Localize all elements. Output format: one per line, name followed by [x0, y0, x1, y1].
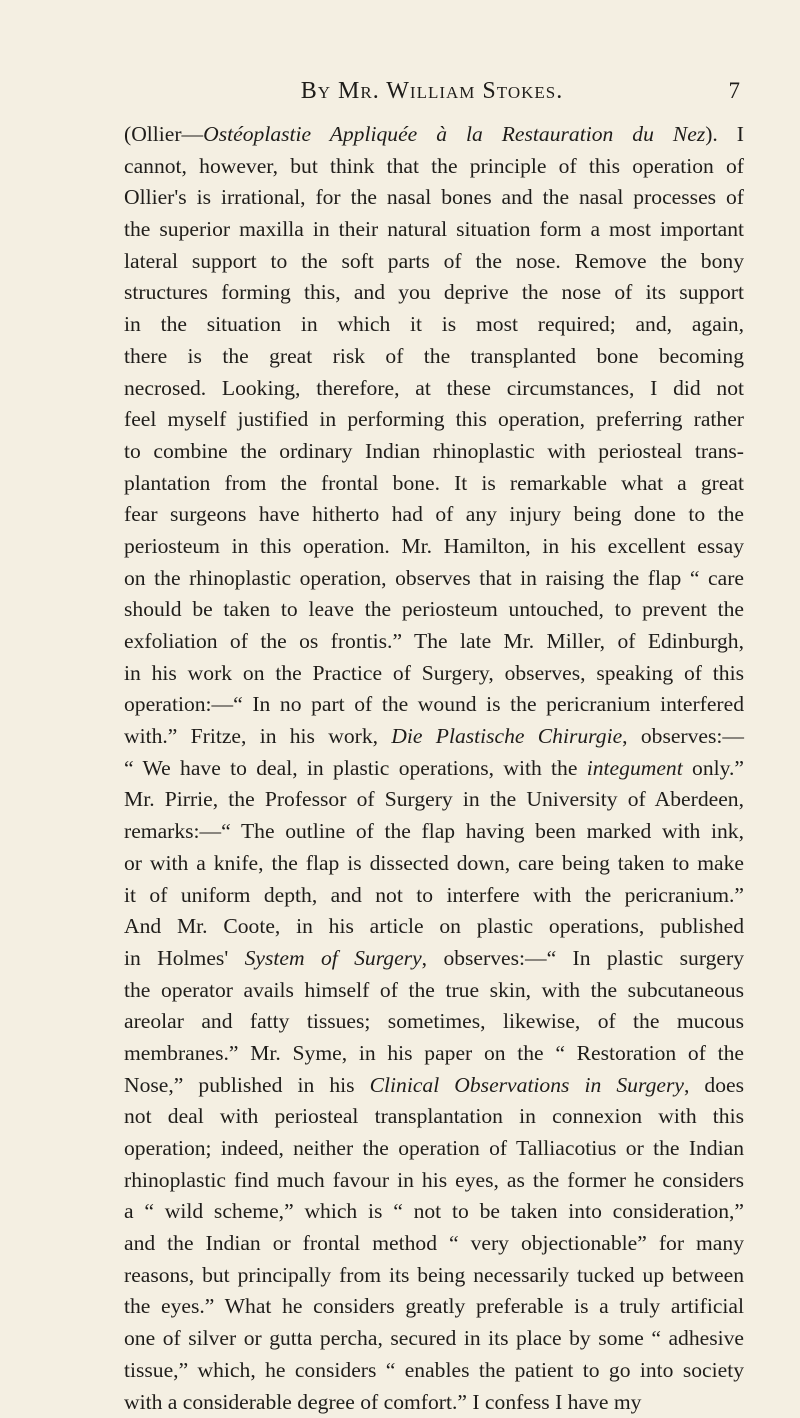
text-line [124, 1133, 744, 1165]
text-line [124, 689, 744, 721]
text-run: Ollier's is irrational, for the nasal bones and the nasal processes of [124, 185, 744, 209]
text-line [124, 1070, 744, 1102]
text-line [124, 309, 744, 341]
text-line [124, 880, 744, 912]
body-text [124, 119, 744, 1418]
text-line [124, 373, 744, 405]
text-run: (Ollier— [124, 122, 203, 146]
text-run: cannot, however, but think that the principle of this operation of [124, 154, 744, 178]
text-run: , does [684, 1073, 744, 1097]
italic-text: System of Surgery [245, 946, 422, 970]
text-line [124, 816, 744, 848]
text-line [124, 1006, 744, 1038]
text-line [124, 436, 744, 468]
text-run: in his work on the Practice of Surgery, observes, speaking of this [124, 661, 744, 685]
text-run: not deal with periosteal transplantation in connexion with this [124, 1104, 744, 1128]
italic-text: Ostéoplastie Appliquée à la Restauration du Nez [203, 122, 705, 146]
text-run: structures forming this, and you deprive the nose of its support [124, 280, 744, 304]
text-line [124, 214, 744, 246]
text-run: the operator avails himself of the true skin, with the subcutaneous [124, 978, 744, 1002]
text-line [124, 1260, 744, 1292]
text-run: only.” [683, 756, 744, 780]
text-run: operation; indeed, neither the operation of Talliacotius or the Indian [124, 1136, 744, 1160]
italic-text: Clinical Observations in Surgery [370, 1073, 684, 1097]
text-line [124, 658, 744, 690]
text-line [124, 1165, 744, 1197]
text-line [124, 499, 744, 531]
text-run: membranes.” Mr. Syme, in his paper on the “ Restoration of the [124, 1041, 744, 1065]
text-line [124, 594, 744, 626]
text-run: and the Indian or frontal method “ very objectionable” for many [124, 1231, 744, 1255]
text-line [124, 1323, 744, 1355]
text-run: And Mr. Coote, in his article on plastic operations, published [124, 914, 744, 938]
text-run: should be taken to leave the periosteum untouched, to prevent the [124, 597, 744, 621]
text-run: the eyes.” What he considers greatly preferable is a truly artificial [124, 1294, 744, 1318]
text-line [124, 943, 744, 975]
text-run: Nose,” published in his [124, 1073, 370, 1097]
text-run: Mr. Pirrie, the Professor of Surgery in the University of Aberdeen, [124, 787, 744, 811]
text-run: with a considerable degree of comfort.” I confess I have my [124, 1390, 641, 1414]
text-run: , observes:—“ In plastic surgery [422, 946, 744, 970]
text-run: fear surgeons have hitherto had of any injury being done to the [124, 502, 744, 526]
text-line [124, 1355, 744, 1387]
text-run: remarks:—“ The outline of the flap having been marked with ink, [124, 819, 744, 843]
text-line [124, 911, 744, 943]
italic-text: Die Plastische Chirurgie [391, 724, 622, 748]
text-line [124, 277, 744, 309]
italic-text: integument [587, 756, 683, 780]
text-line [124, 563, 744, 595]
text-run: tissue,” which, he considers “ enables the patient to go into society [124, 1358, 744, 1382]
text-run: operation:—“ In no part of the wound is the pericranium interfered [124, 692, 744, 716]
text-run: “ We have to deal, in plastic operations, with the [124, 756, 587, 780]
text-line [124, 1038, 744, 1070]
text-line [124, 531, 744, 563]
text-run: plantation from the frontal bone. It is remarkable what a great [124, 471, 744, 495]
text-line [124, 626, 744, 658]
text-run: there is the great risk of the transplanted bone becoming [124, 344, 744, 368]
text-run: the superior maxilla in their natural situation form a most important [124, 217, 744, 241]
text-line [124, 975, 744, 1007]
text-line [124, 721, 744, 753]
text-run: a “ wild scheme,” which is “ not to be taken into consideration,” [124, 1199, 744, 1223]
text-line [124, 1291, 744, 1323]
text-line [124, 848, 744, 880]
text-run: it of uniform depth, and not to interfere with the pericranium.” [124, 883, 744, 907]
text-run: exfoliation of the os frontis.” The late Mr. Miller, of Edinburgh, [124, 629, 744, 653]
text-line [124, 468, 744, 500]
text-line [124, 784, 744, 816]
running-title: By Mr. William Stokes. [124, 78, 740, 105]
text-line [124, 119, 744, 151]
text-run: with.” Fritze, in his work, [124, 724, 391, 748]
text-run: in Holmes' [124, 946, 245, 970]
text-run: reasons, but principally from its being necessarily tucked up between [124, 1263, 744, 1287]
text-run: in the situation in which it is most required; and, again, [124, 312, 744, 336]
text-line [124, 1387, 744, 1418]
text-line [124, 1101, 744, 1133]
text-line [124, 151, 744, 183]
text-run: on the rhinoplastic operation, observes that in raising the flap “ care [124, 566, 744, 590]
text-line [124, 341, 744, 373]
text-run: necrosed. Looking, therefore, at these circumstances, I did not [124, 376, 744, 400]
text-run: feel myself justified in performing this operation, preferring rather [124, 407, 744, 431]
text-run: periosteum in this operation. Mr. Hamilton, in his excellent essay [124, 534, 744, 558]
text-run: one of silver or gutta percha, secured in its place by some “ adhesive [124, 1326, 744, 1350]
text-run: to combine the ordinary Indian rhinoplastic with periosteal trans- [124, 439, 744, 463]
text-run: ). I [705, 122, 744, 146]
text-line [124, 246, 744, 278]
text-line [124, 404, 744, 436]
running-head [124, 78, 740, 112]
text-run: areolar and fatty tissues; sometimes, likewise, of the mucous [124, 1009, 744, 1033]
text-run: rhinoplastic find much favour in his eyes, as the former he considers [124, 1168, 744, 1192]
text-run: lateral support to the soft parts of the nose. Remove the bony [124, 249, 744, 273]
text-line [124, 753, 744, 785]
text-run: , observes:— [622, 724, 744, 748]
text-line [124, 182, 744, 214]
text-line [124, 1196, 744, 1228]
text-run: or with a knife, the flap is dissected down, care being taken to make [124, 851, 744, 875]
page-number: 7 [729, 78, 741, 104]
text-line [124, 1228, 744, 1260]
